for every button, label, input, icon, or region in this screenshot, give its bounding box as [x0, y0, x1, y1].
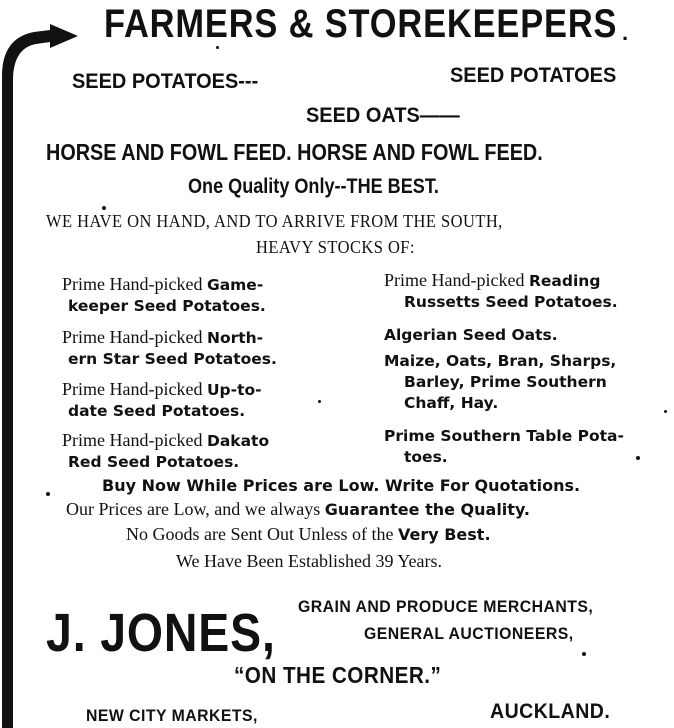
- left-product-list: [62, 274, 362, 474]
- list-item: Barley, Prime Southern: [404, 373, 607, 391]
- list-item: date Seed Potatoes.: [68, 402, 246, 420]
- feed-heading: HORSE AND FOWL FEED. HORSE AND FOWL FEED.: [46, 139, 543, 165]
- list-item: Prime Hand-picked Up-to-: [62, 379, 262, 399]
- buy-now-line: Buy Now While Prices are Low. Write For Quotations.: [102, 476, 581, 495]
- merchant-name: J. JONES,: [46, 603, 276, 663]
- list-item: Russetts Seed Potatoes.: [404, 293, 618, 311]
- on-hand-line-1: WE HAVE ON HAND, AND TO ARRIVE FROM THE SOUTH,: [46, 211, 503, 231]
- established-line: We Have Been Established 39 Years.: [176, 551, 442, 571]
- market-name: NEW CITY MARKETS,: [86, 706, 258, 725]
- print-speck: [318, 400, 321, 403]
- list-item: Prime Hand-picked North-: [62, 327, 264, 347]
- print-speck: [582, 652, 586, 656]
- list-item: Prime Southern Table Pota-: [384, 427, 624, 445]
- seed-potatoes-right: SEED POTATOES: [450, 64, 617, 87]
- list-item: Prime Hand-picked Dakato: [62, 430, 270, 450]
- page-title: FARMERS & STOREKEEPERS: [104, 2, 618, 46]
- list-item: Prime Hand-picked Game-: [62, 274, 264, 294]
- seed-oats: SEED OATS——: [306, 104, 460, 127]
- merchant-role-2: GENERAL AUCTIONEERS,: [364, 624, 574, 643]
- quality-emphasis: THE BEST.: [346, 175, 439, 198]
- merchant-role-1: GRAIN AND PRODUCE MERCHANTS,: [298, 597, 594, 616]
- location-quote: “ON THE CORNER.”: [234, 662, 442, 688]
- quality-line: [188, 175, 439, 199]
- goods-line: No Goods are Sent Out Unless of the Very Best.: [126, 524, 491, 544]
- prices-line: Our Prices are Low, and we always Guarantee the Quality.: [66, 499, 530, 519]
- list-item: Chaff, Hay.: [404, 394, 499, 412]
- print-speck: [664, 410, 667, 413]
- quality-prefix: One Quality Only--: [188, 175, 347, 198]
- on-hand-line-2: HEAVY STOCKS OF:: [256, 237, 415, 257]
- print-speck: [46, 492, 50, 496]
- list-item: toes.: [404, 448, 448, 466]
- list-item: Red Seed Potatoes.: [68, 453, 240, 471]
- print-speck: [636, 456, 640, 460]
- print-speck: [102, 206, 106, 210]
- city-name: AUCKLAND.: [490, 700, 611, 723]
- print-speck: [216, 46, 219, 49]
- list-item: Maize, Oats, Bran, Sharps,: [384, 352, 617, 370]
- decorative-dot: .: [622, 20, 629, 45]
- list-item: ern Star Seed Potatoes.: [68, 350, 277, 368]
- list-item: Algerian Seed Oats.: [384, 326, 558, 344]
- list-item: keeper Seed Potatoes.: [68, 297, 266, 315]
- list-item: Prime Hand-picked Reading: [384, 270, 601, 290]
- right-product-list: [384, 270, 664, 470]
- seed-potatoes-left: SEED POTATOES---: [72, 70, 259, 93]
